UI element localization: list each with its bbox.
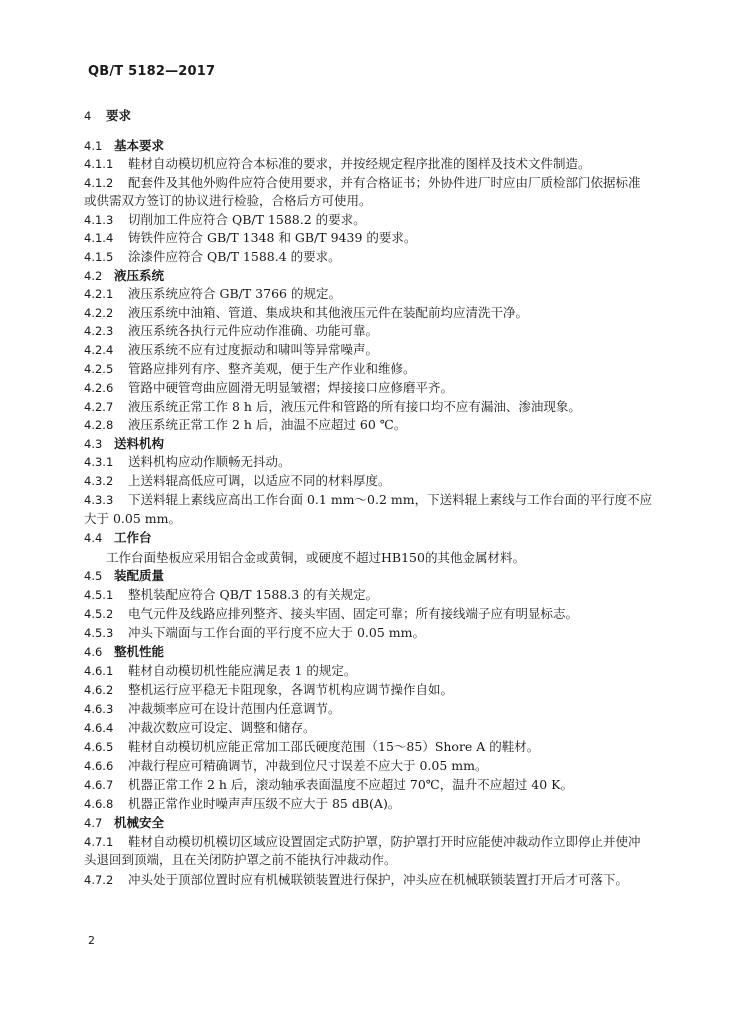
clause-number: 4.2.2 <box>84 306 114 320</box>
section-heading <box>84 815 164 831</box>
section-heading <box>84 436 164 452</box>
clause-text: 液压系统应符合 GB/T 3766 的规定。 <box>128 286 341 301</box>
clause-line <box>84 852 397 868</box>
page-number: 2 <box>88 934 95 947</box>
section-heading <box>84 108 131 124</box>
clause-text: 涂漆件应符合 QB/T 1588.4 的要求。 <box>128 249 341 264</box>
clause-text: 冲裁次数应可设定、调整和储存。 <box>128 720 316 735</box>
clause-line <box>84 323 378 339</box>
clause-text: 送料机构应动作顺畅无抖动。 <box>128 454 291 469</box>
clause-text: 整机装配应符合 QB/T 1588.3 的有关规定。 <box>128 587 379 602</box>
clause-text: 工作台 <box>114 530 152 545</box>
clause-text: 工作台面垫板应采用铝合金或黄铜，或硬度不超过HB150的其他金属材料。 <box>106 550 525 565</box>
clause-number: 4.2.7 <box>84 400 114 414</box>
clause-number: 4.1.2 <box>84 176 114 190</box>
clause-number: 4.5 <box>84 569 103 583</box>
clause-line <box>84 417 406 433</box>
clause-text: 管路中硬管弯曲应圆滑无明显皱褶；焊接接口应修磨平齐。 <box>128 380 454 395</box>
clause-line <box>84 230 416 246</box>
section-heading <box>84 268 164 284</box>
clause-number: 4.1.5 <box>84 250 114 264</box>
clause-line <box>84 249 341 265</box>
clause-number: 4.6.1 <box>84 664 114 678</box>
clause-number: 4.2.3 <box>84 324 114 338</box>
clause-line <box>84 361 416 377</box>
clause-line <box>84 834 641 850</box>
clause-text: 冲头下端面与工作台面的平行度不应大于 0.05 mm。 <box>128 625 425 640</box>
clause-number: 4.6.6 <box>84 759 114 773</box>
clause-text: 冲头处于顶部位置时应有机械联锁装置进行保护，冲头应在机械联锁装置打开后才可落下。 <box>128 872 629 887</box>
clause-line <box>84 380 453 396</box>
clause-text: 液压系统各执行元件应动作准确、功能可靠。 <box>128 323 379 338</box>
clause-line <box>84 550 525 566</box>
clause-text: 送料机构 <box>114 436 165 451</box>
clause-number: 4.2.4 <box>84 343 114 357</box>
clause-text: 切削加工件应符合 QB/T 1588.2 的要求。 <box>128 212 366 227</box>
clause-number: 4.2.5 <box>84 362 114 376</box>
clause-number: 4.6.7 <box>84 778 114 792</box>
clause-text: 液压系统正常工作 2 h 后，油温不应超过 60 ℃。 <box>128 417 407 432</box>
clause-text: 头退回到顶端，且在关闭防护罩之前不能执行冲裁动作。 <box>84 852 397 867</box>
clause-text: 配套件及其他外购件应符合使用要求，并有合格证书；外协件进厂时应由厂质检部门依据标准 <box>128 175 641 190</box>
clause-line <box>84 473 391 489</box>
clause-line <box>84 175 641 191</box>
clause-number: 4.5.3 <box>84 626 114 640</box>
clause-line <box>84 625 425 641</box>
clause-number: 4.6.4 <box>84 721 114 735</box>
clause-line <box>84 872 628 888</box>
clause-text: 鞋材自动模切机应能正常加工邵氏硬度范围（15～85）Shore A 的鞋材。 <box>128 739 540 754</box>
clause-line <box>84 739 539 755</box>
section-heading <box>84 568 164 584</box>
clause-line <box>84 342 378 358</box>
clause-line <box>84 305 528 321</box>
clause-text: 液压系统正常工作 8 h 后，液压元件和管路的所有接口均不应有漏油、渗油现象。 <box>128 399 581 414</box>
document-code: QB/T 5182—2017 <box>88 64 216 79</box>
clause-number: 4.2.6 <box>84 381 114 395</box>
clause-number: 4.2.8 <box>84 418 114 432</box>
clause-text: 液压系统不应有过度振动和啸叫等异常噪声。 <box>128 342 379 357</box>
clause-number: 4.3.1 <box>84 455 114 469</box>
clause-line <box>84 758 488 774</box>
clause-line <box>84 701 341 717</box>
clause-text: 机械安全 <box>114 815 165 830</box>
clause-text: 下送料辊上素线应高出工作台面 0.1 mm～0.2 mm，下送料辊上素线与工作台面的平行度不应 <box>128 492 653 507</box>
clause-number: 4.4 <box>84 531 103 545</box>
clause-number: 4.7.2 <box>84 873 114 887</box>
clause-text: 管路应排列有序、整齐美观，便于生产作业和维修。 <box>128 361 416 376</box>
clause-number: 4.1.3 <box>84 213 114 227</box>
clause-line <box>84 212 366 228</box>
clause-text: 整机运行应平稳无卡阻现象，各调节机构应调节操作自如。 <box>128 682 454 697</box>
clause-number: 4.6 <box>84 645 103 659</box>
clause-line <box>84 454 291 470</box>
clause-text: 鞋材自动模切机模切区域应设置固定式防护罩，防护罩打开时应能使冲裁动作立即停止并使冲 <box>128 834 641 849</box>
clause-text: 鞋材自动模切机应符合本标准的要求，并按经规定程序批准的图样及技术文件制造。 <box>128 156 591 171</box>
clause-line <box>84 286 341 302</box>
clause-text: 基本要求 <box>114 138 165 153</box>
clause-text: 冲裁频率应可在设计范围内任意调节。 <box>128 701 341 716</box>
clause-line <box>84 511 181 527</box>
clause-number: 4.2 <box>84 269 103 283</box>
clause-line <box>84 606 578 622</box>
clause-number: 4.7.1 <box>84 835 114 849</box>
section-heading <box>84 530 152 546</box>
clause-text: 鞋材自动模切机性能应满足表 1 的规定。 <box>128 663 357 678</box>
clause-text: 电气元件及线路应排列整齐、接头牢固、固定可靠；所有接线端子应有明显标志。 <box>128 606 579 621</box>
clause-text: 液压系统 <box>114 268 165 283</box>
clause-number: 4.3.2 <box>84 474 114 488</box>
clause-text: 液压系统中油箱、管道、集成块和其他液压元件在装配前均应清洗干净。 <box>128 305 529 320</box>
clause-line <box>84 720 316 736</box>
clause-text: 冲裁行程应可精确调节，冲裁到位尺寸误差不应大于 0.05 mm。 <box>128 758 488 773</box>
clause-number: 4 <box>84 109 92 123</box>
clause-line <box>84 492 652 508</box>
clause-text: 上送料辊高低应可调，以适应不同的材料厚度。 <box>128 473 391 488</box>
clause-line <box>84 796 400 812</box>
clause-line <box>84 193 372 209</box>
clause-line <box>84 399 581 415</box>
clause-text: 要求 <box>106 108 132 123</box>
clause-number: 4.3 <box>84 437 103 451</box>
clause-number: 4.5.2 <box>84 607 114 621</box>
clause-number: 4.5.1 <box>84 588 114 602</box>
clause-number: 4.6.2 <box>84 683 114 697</box>
clause-number: 4.1.1 <box>84 157 114 171</box>
clause-number: 4.1.4 <box>84 231 114 245</box>
clause-text: 铸铁件应符合 GB/T 1348 和 GB/T 9439 的要求。 <box>128 230 417 245</box>
section-heading <box>84 138 164 154</box>
clause-number: 4.1 <box>84 139 103 153</box>
clause-text: 机器正常工作 2 h 后，滚动轴承表面温度不应超过 70℃，温升不应超过 40 K。 <box>128 777 573 792</box>
clause-text: 整机性能 <box>114 644 165 659</box>
clause-number: 4.7 <box>84 816 103 830</box>
clause-number: 4.6.8 <box>84 797 114 811</box>
clause-number: 4.6.5 <box>84 740 114 754</box>
clause-line <box>84 777 573 793</box>
section-heading <box>84 644 164 660</box>
clause-line <box>84 156 591 172</box>
clause-number: 4.2.1 <box>84 287 114 301</box>
clause-number: 4.6.3 <box>84 702 114 716</box>
clause-text: 或供需双方签订的协议进行检验，合格后方可使用。 <box>84 193 372 208</box>
clause-text: 装配质量 <box>114 568 165 583</box>
clause-line <box>84 587 378 603</box>
clause-text: 大于 0.05 mm。 <box>84 511 181 526</box>
clause-line <box>84 682 453 698</box>
clause-text: 机器正常作业时噪声声压级不应大于 85 dB(A)。 <box>128 796 401 811</box>
clause-number: 4.3.3 <box>84 493 114 507</box>
clause-line <box>84 663 356 679</box>
